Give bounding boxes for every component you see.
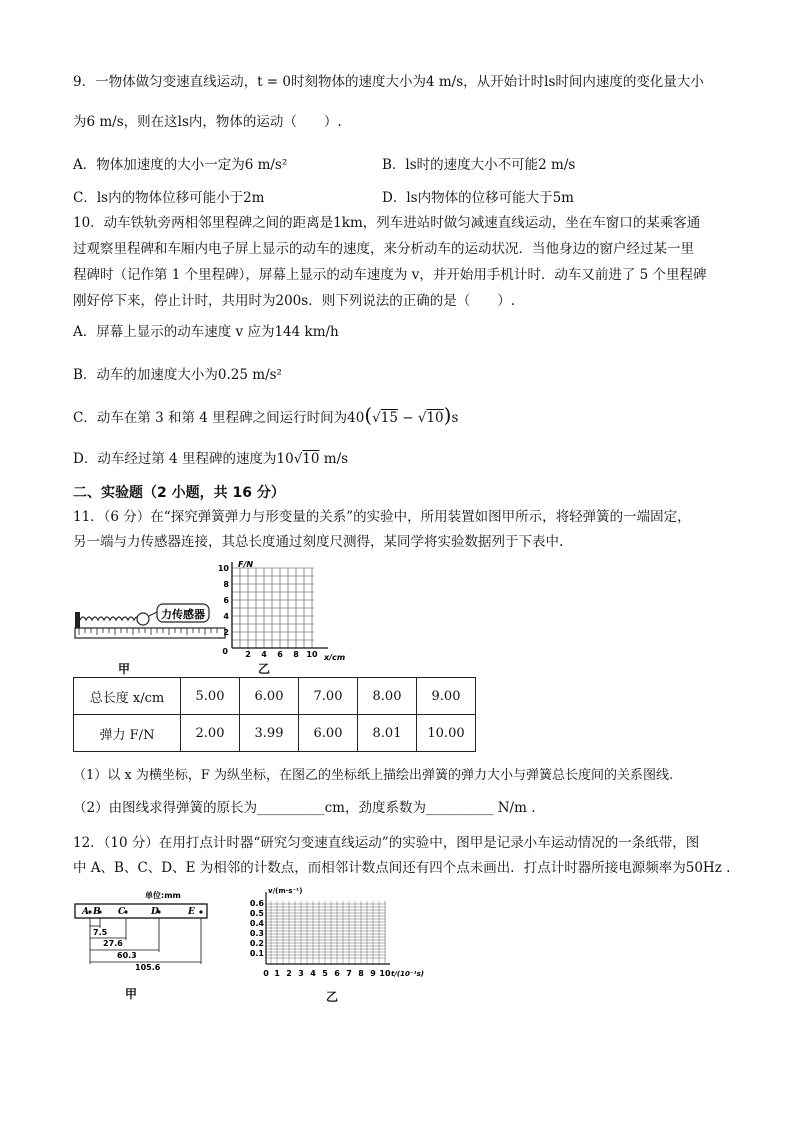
q10-option-d-text: D．动车经过第 4 里程碑的速度为10 <box>73 451 294 467</box>
y-tick-6: 6 <box>223 596 229 605</box>
tape-dot <box>199 910 202 913</box>
q10-option-c-radicand-1: 15 <box>380 410 398 426</box>
vt-x-tick: 10 <box>379 969 391 978</box>
q9-option-b: B．ls时的速度大小不可能2 m/s <box>382 157 576 173</box>
table-cell: 8.01 <box>358 715 417 752</box>
table-cell: 8.00 <box>358 678 417 715</box>
q10-option-b: B．动车的加速度大小为0.25 m/s² <box>73 367 282 383</box>
y-tick-10: 10 <box>218 564 229 573</box>
x-tick-10: 10 <box>306 650 318 659</box>
vt-x-tick: 8 <box>358 969 364 978</box>
q11-stem-line-2: 另一端与力传感器连接，其总长度通过刻度尺测得，某同学将实验数据列于下表中. <box>73 534 564 550</box>
vt-y-tick: 0.2 <box>249 939 264 948</box>
vt-y-tick: 0.6 <box>249 899 264 908</box>
q10-stem-line-2: 过观察里程碑和车厢内电子屏上显示的动车的速度，来分析动车的运动状况．当他身边的窗户经过某一里 <box>73 241 694 257</box>
vt-grid-lines <box>266 901 386 964</box>
tape-point-b: B <box>93 907 101 917</box>
vt-x-tick: 4 <box>310 969 316 978</box>
section-title: 二、实验题（2 小题，共 16 分） <box>73 485 285 501</box>
q12-fig-yi-caption: 乙 <box>326 990 339 1004</box>
q12-stem-line-1: 12．（10 分）在用打点计时器“研究匀变速直线运动”的实验中，图甲是记录小车运动情况的一条纸带，图 <box>73 835 700 851</box>
tape-point-c: C <box>118 907 126 917</box>
tape-dim-ad: 60.3 <box>117 951 137 960</box>
x-tick-4: 4 <box>261 650 267 659</box>
table-row <box>74 678 476 715</box>
graph-y-label: F/N <box>238 560 254 569</box>
y-tick-8: 8 <box>223 580 229 589</box>
table-cell: 2.00 <box>181 715 240 752</box>
spring <box>80 617 140 620</box>
table-cell: 6.00 <box>240 678 299 715</box>
vt-x-tick: 7 <box>346 969 352 978</box>
vt-y-tick: 0.4 <box>249 919 264 928</box>
ruler <box>75 628 225 638</box>
fixed-wall <box>75 612 80 628</box>
q10-option-c-text: C．动车在第 3 和第 4 里程碑之间运行时间为40 <box>73 410 365 426</box>
origin-label: 0 <box>222 647 228 656</box>
table-cell: 3.99 <box>240 715 299 752</box>
q10-option-d-radicand: 10 <box>302 451 320 467</box>
table-row <box>74 715 476 752</box>
table-cell: 7.00 <box>299 678 358 715</box>
spring-apparatus-figure <box>73 598 233 648</box>
vt-x-tick: 6 <box>334 969 340 978</box>
q11-stem-line-1: 11．（6 分）在“探究弹簧弹力与形变量的关系”的实验中，所用装置如图甲所示，将轻弹簧的一端固定， <box>73 509 691 525</box>
q10-option-a: A．屏幕上显示的动车速度 v 应为144 km/h <box>73 324 339 340</box>
force-sensor-label: 力传感器 <box>161 608 205 621</box>
q10-option-c-radicand-2: 10 <box>426 410 444 426</box>
paper-tape-figure <box>73 888 218 970</box>
velocity-time-grid <box>240 884 425 982</box>
q12-fig-jia-caption: 甲 <box>125 987 138 1001</box>
vt-x-tick: 0 <box>263 969 269 978</box>
q10-option-c-unit: s <box>451 410 459 426</box>
table-cell: 10.00 <box>417 715 476 752</box>
q11-sub-question-1: （1）以 x 为横坐标，F 为纵坐标，在图乙的坐标纸上描绘出弹簧的弹力大小与弹簧总长度间的关系图线. <box>73 768 674 783</box>
vt-x-tick: 1 <box>274 969 280 978</box>
y-tick-4: 4 <box>223 612 229 621</box>
tape-dim-ac: 27.6 <box>103 939 123 948</box>
table-cell: 9.00 <box>417 678 476 715</box>
vt-x-tick: 2 <box>286 969 292 978</box>
q9-stem-line-2: 为6 m/s，则在这ls内，物体的运动（ ）. <box>73 114 342 130</box>
spring-force-grid <box>218 560 358 670</box>
row-header-force: 弹力 F/N <box>74 715 181 752</box>
sensor-hook <box>137 613 149 625</box>
q10-stem-line-1: 10．动车铁轨旁两相邻里程碑之间的距离是1km，列车进站时做匀减速直线运动，坐在车窗口的某乘客通 <box>73 215 701 231</box>
vt-x-label: t/(10⁻¹s) <box>391 970 424 978</box>
table-cell: 6.00 <box>299 715 358 752</box>
vt-x-tick: 5 <box>322 969 328 978</box>
q10-stem-line-4: 刚好停下来，停止计时，共用时为200s．则下列说法的正确的是（ ）. <box>73 293 515 309</box>
x-tick-2: 2 <box>245 650 251 659</box>
tape-point-e: E <box>188 907 195 917</box>
q10-option-d-unit: m/s <box>319 451 349 467</box>
fig-jia-caption: 甲 <box>118 662 131 676</box>
vt-y-label: v/(m·s⁻¹) <box>268 887 303 895</box>
q10-option-c: C．动车在第 3 和第 4 里程碑之间运行时间为40(√15 − √10)s <box>73 403 459 427</box>
q11-sub-question-2: （2）由图线求得弹簧的原长为__________cm，劲度系数为__________ N/m . <box>73 800 536 816</box>
graph-x-label: x/cm <box>324 653 346 662</box>
vt-y-tick: 0.1 <box>249 949 264 958</box>
data-table <box>73 677 476 752</box>
table-cell: 5.00 <box>181 678 240 715</box>
q10-stem-line-3: 程碑时（记作第 1 个里程碑），屏幕上显示的动车速度为 v，并开始用手机计时．动车又前进了 5 个里程碑 <box>73 267 707 283</box>
fig-yi-caption: 乙 <box>258 662 271 676</box>
x-tick-6: 6 <box>277 650 283 659</box>
q9-option-d: D．ls内物体的位移可能大于5m <box>382 190 574 206</box>
tape-dim-ab: 7.5 <box>93 928 108 937</box>
row-header-length: 总长度 x/cm <box>74 678 181 715</box>
q9-option-a: A．物体加速度的大小一定为6 m/s² <box>73 157 288 173</box>
vt-y-tick: 0.3 <box>249 929 264 938</box>
grid-lines <box>232 568 314 648</box>
vt-x-tick: 3 <box>298 969 304 978</box>
q9-stem-line-1: 9．一物体做匀变速直线运动，t = 0时刻物体的速度大小为4 m/s，从开始计时ls时间内速度的变化量大小 <box>73 74 704 90</box>
tape-dim-ae: 105.6 <box>135 963 161 970</box>
tape-point-d: D <box>151 907 159 917</box>
y-tick-2: 2 <box>223 628 229 637</box>
q10-option-d: D．动车经过第 4 里程碑的速度为10√10 m/s <box>73 451 349 467</box>
q12-stem-line-2: 中 A、B、C、D、E 为相邻的计数点，而相邻计数点间还有四个点未画出．打点计时器所接电源频率为50Hz . <box>73 860 731 876</box>
q9-option-c: C．ls内的物体位移可能小于2m <box>73 190 265 206</box>
x-tick-8: 8 <box>293 650 299 659</box>
tape-unit-label: 单位:mm <box>145 891 181 900</box>
tape-point-a: A <box>82 907 89 917</box>
vt-y-tick: 0.5 <box>249 909 264 918</box>
vt-x-tick: 9 <box>370 969 376 978</box>
